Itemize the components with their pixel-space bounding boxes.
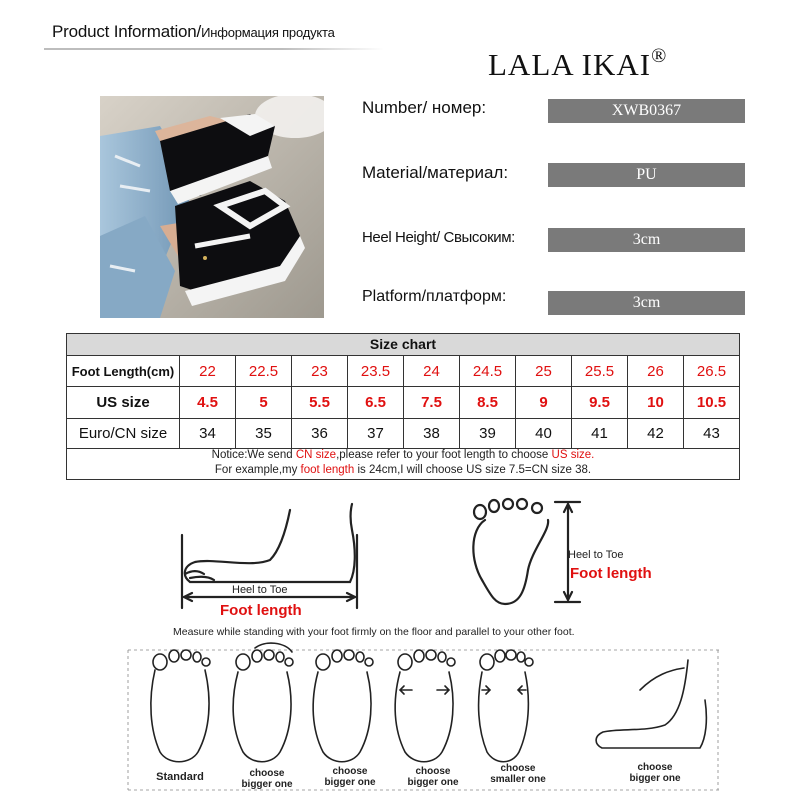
size-notice bbox=[67, 448, 739, 478]
table-cell: 23 bbox=[292, 356, 348, 386]
spec-label-number: Number/ номер: bbox=[362, 98, 487, 117]
anklet bbox=[203, 256, 207, 260]
size-chart-table bbox=[66, 333, 740, 480]
table-cell: 39 bbox=[460, 419, 516, 448]
foot-type-caption-2b: bigger one bbox=[241, 779, 293, 790]
table-cell: 10.5 bbox=[696, 394, 727, 411]
spec-label-heel-height: Heel Height/ Свысоким: bbox=[362, 229, 515, 246]
brand-logo bbox=[488, 47, 667, 83]
table-cell: 24 bbox=[404, 356, 460, 386]
measure-instruction: Measure while standing with your foot firmly on the floor and parallel to your other foot. bbox=[173, 626, 575, 638]
notice-highlight: CN size bbox=[295, 449, 337, 461]
table-cell: 9.5 bbox=[572, 387, 628, 418]
table-cell: 26.5 bbox=[696, 362, 727, 380]
table-cell: 22.5 bbox=[236, 356, 292, 386]
foot-type-caption-2a: choose bbox=[249, 768, 285, 779]
table-cell: 9 bbox=[516, 387, 572, 418]
table-cell: 41 bbox=[572, 419, 628, 448]
table-cell: 7.5 bbox=[404, 387, 460, 418]
spec-value-heel-height: 3cm bbox=[548, 228, 745, 252]
top-foot-illustration bbox=[473, 499, 580, 604]
table-cell: 25.5 bbox=[572, 356, 628, 386]
foot-type-caption-5a: choose bbox=[500, 763, 536, 774]
size-chart-title: Size chart bbox=[67, 334, 739, 356]
page-header bbox=[52, 22, 335, 42]
notice-line-2 bbox=[67, 463, 739, 478]
foot-type-caption-6b: bigger one bbox=[629, 773, 681, 784]
brand-name: LALA IKAI bbox=[488, 47, 652, 82]
row-label: US size bbox=[67, 387, 180, 418]
notice-line-1 bbox=[67, 448, 739, 463]
spec-label-material: Material/материал: bbox=[362, 163, 509, 182]
spec-value-platform: 3cm bbox=[548, 291, 745, 315]
spec-value-material: PU bbox=[548, 163, 745, 187]
foot-type-caption-5b: smaller one bbox=[490, 774, 546, 785]
table-cell: 25 bbox=[516, 356, 572, 386]
product-photo bbox=[100, 96, 324, 318]
notice-text: ,please refer to your foot length to choose bbox=[336, 449, 552, 461]
notice-highlight: foot length bbox=[300, 464, 355, 476]
row-label: Foot Length(cm) bbox=[67, 356, 180, 386]
foot-type-caption-3b: bigger one bbox=[324, 777, 376, 788]
notice-highlight: US size. bbox=[551, 449, 595, 461]
foot-type-3 bbox=[313, 650, 373, 762]
table-cell: 8.5 bbox=[460, 387, 516, 418]
notice-text: Notice:We send bbox=[211, 449, 296, 461]
notice-text: is 24cm,I will choose US size 7.5=CN size 38. bbox=[354, 464, 592, 476]
foot-type-caption-4a: choose bbox=[415, 766, 451, 777]
table-cell: 36 bbox=[292, 419, 348, 448]
table-cell: 4.5 bbox=[180, 387, 236, 418]
spec-label-platform: Platform/платформ: bbox=[362, 288, 507, 305]
foot-type-caption-1: Standard bbox=[156, 771, 204, 783]
header-title-en: Product Information/ bbox=[52, 22, 202, 41]
table-cell: 5 bbox=[236, 387, 292, 418]
table-cell: 42 bbox=[628, 419, 684, 448]
table-cell: 38 bbox=[404, 419, 460, 448]
table-cell: 43 bbox=[703, 425, 720, 442]
table-cell: 26 bbox=[628, 356, 684, 386]
foot-type-4 bbox=[395, 650, 455, 762]
table-cell: 37 bbox=[348, 419, 404, 448]
table-row-euro-cn-size bbox=[67, 419, 739, 449]
sandal-photo-illustration bbox=[100, 96, 324, 318]
table-row-us-size bbox=[67, 387, 739, 419]
table-cell: 6.5 bbox=[348, 387, 404, 418]
table-cell: 35 bbox=[236, 419, 292, 448]
foot-length-label-side: Foot length bbox=[220, 602, 302, 619]
header-title-ru: Информация продукта bbox=[201, 25, 335, 40]
table-cell: 5.5 bbox=[292, 387, 348, 418]
measurement-diagrams bbox=[0, 490, 800, 800]
table-cell: 23.5 bbox=[348, 356, 404, 386]
foot-type-5 bbox=[479, 650, 533, 762]
table-cell: 10 bbox=[628, 387, 684, 418]
foot-length-label-top: Foot length bbox=[570, 565, 652, 582]
spec-value-number: XWB0367 bbox=[548, 99, 745, 123]
row-label: Euro/CN size bbox=[67, 419, 180, 448]
heel-to-toe-label-top: Heel to Toe bbox=[568, 549, 624, 561]
foot-type-2 bbox=[233, 643, 293, 762]
foot-type-caption-4b: bigger one bbox=[407, 777, 459, 788]
table-row-foot-length bbox=[67, 356, 739, 387]
foot-type-standard bbox=[151, 650, 210, 762]
notice-text: For example,my bbox=[214, 464, 301, 476]
heel-to-toe-label-side: Heel to Toe bbox=[232, 584, 288, 596]
registered-mark: ® bbox=[651, 45, 668, 67]
table-cell: 24.5 bbox=[460, 356, 516, 386]
table-cell: 22 bbox=[180, 356, 236, 386]
foot-type-caption-3a: choose bbox=[332, 766, 368, 777]
table-cell: 40 bbox=[516, 419, 572, 448]
header-underline bbox=[44, 48, 384, 50]
table-cell: 34 bbox=[180, 419, 236, 448]
foot-type-caption-6a: choose bbox=[637, 762, 673, 773]
foot-type-6 bbox=[596, 660, 706, 748]
